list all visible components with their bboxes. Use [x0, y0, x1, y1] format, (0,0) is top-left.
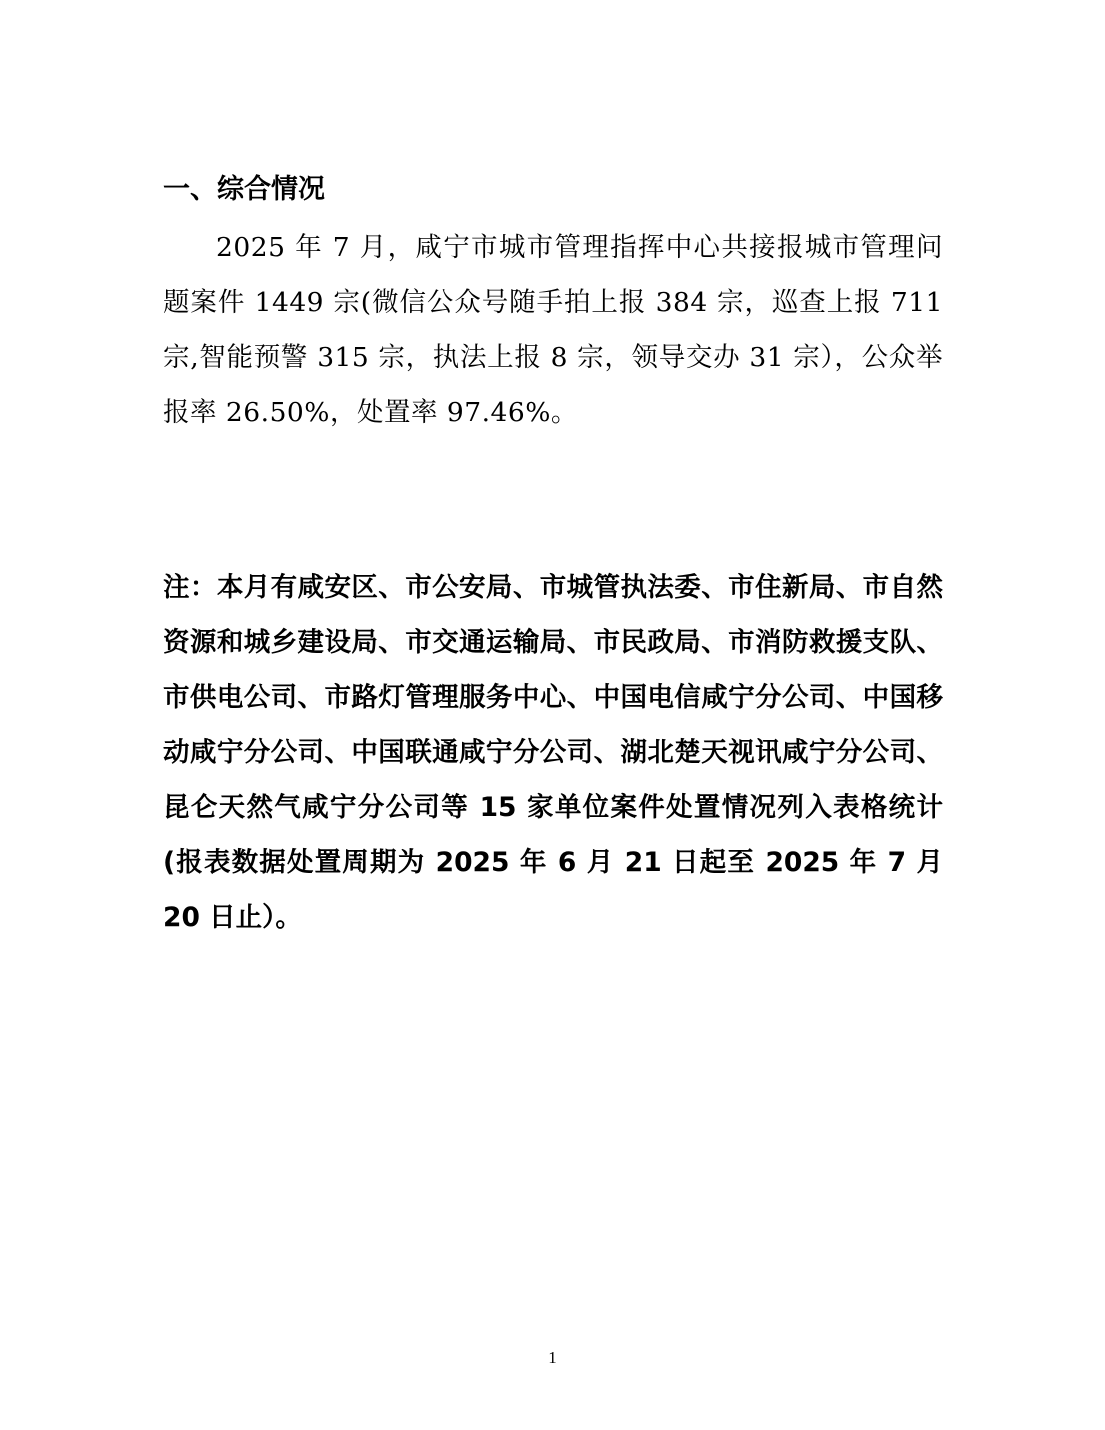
- page-number: 1: [548, 1348, 557, 1367]
- summary-paragraph: 2025 年 7 月，咸宁市城市管理指挥中心共接报城市管理问题案件 1449 宗(微信公众号随手拍上报 384 宗，巡查上报 711 宗,智能预警 315 宗，执法上报 8 宗，领导交办 31 宗），公众举报率 26.50%，处置率 97.46%。: [163, 232, 943, 428]
- note-paragraph: 注：本月有咸安区、市公安局、市城管执法委、市住新局、市自然资源和城乡建设局、市交通运输局、市民政局、市消防救援支队、市供电公司、市路灯管理服务中心、中国电信咸宁分公司、中国移动咸宁分公司、中国联通咸宁分公司、湖北楚天视讯咸宁分公司、昆仑天然气咸宁分公司等 15 家单位案件处置情况列入表格统计(报表数据处置周期为 2025 年 6 月 21 日起至 2025 年 7 月 20 日止）。: [163, 572, 943, 933]
- section-heading: 一、综合情况: [163, 174, 325, 205]
